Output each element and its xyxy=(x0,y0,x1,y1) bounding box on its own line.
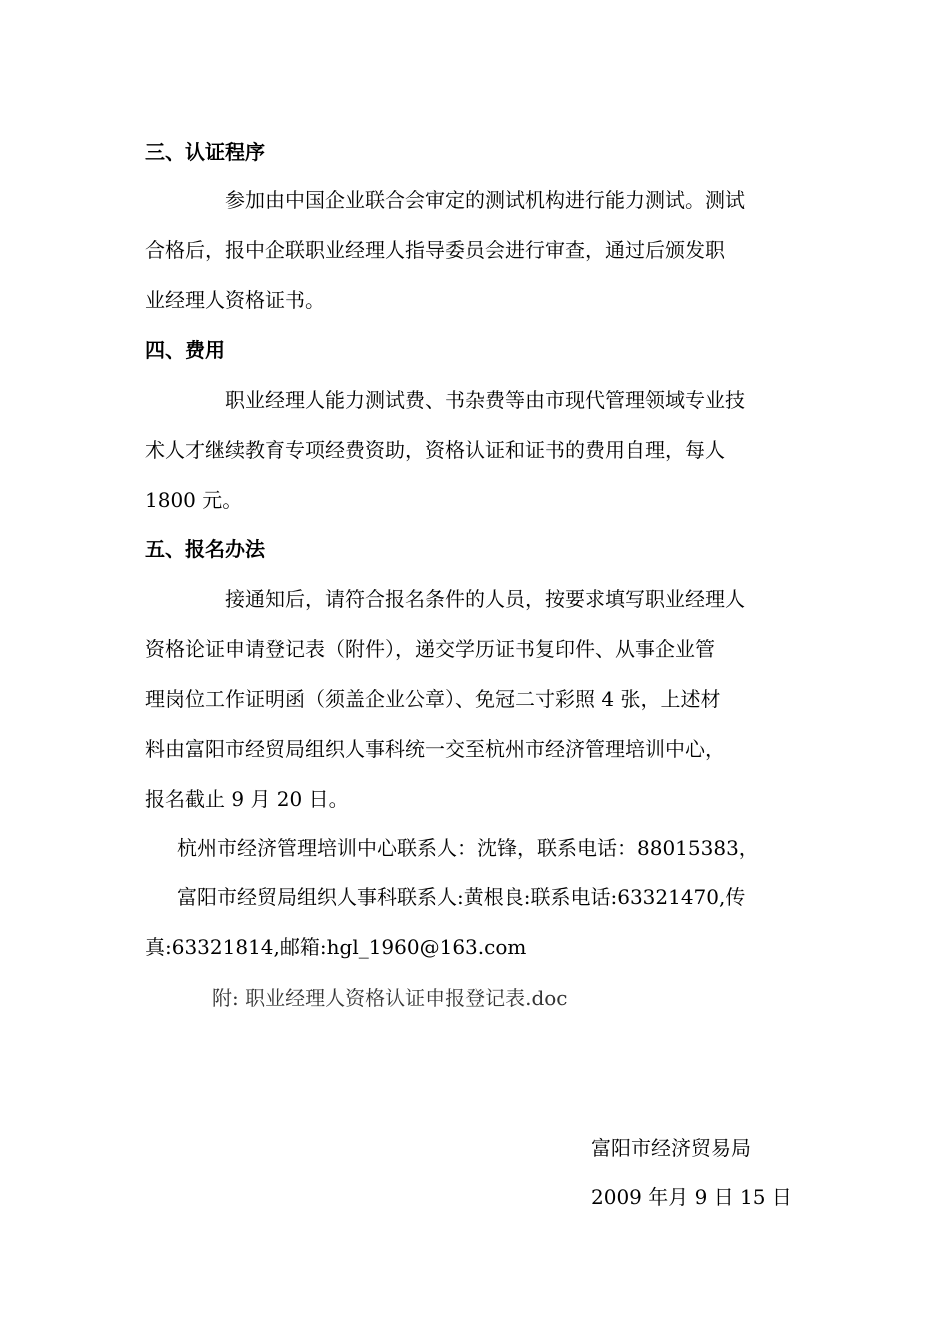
contact-fuyang-line1: 富阳市经贸局组织人事科联系人:黄根良:联系电话:63321470,传 xyxy=(177,885,746,909)
section-heading-certification-procedure: 三、认证程序 xyxy=(145,140,265,164)
paragraph-line: 业经理人资格证书。 xyxy=(145,288,325,312)
section-body-certification-procedure xyxy=(145,175,805,325)
paragraph-line: 1800 元。 xyxy=(145,488,243,512)
section-body-registration xyxy=(145,574,805,824)
section-body-fees xyxy=(145,375,805,525)
signature-organization: 富阳市经济贸易局 xyxy=(591,1136,751,1160)
section-heading-fees: 四、费用 xyxy=(145,338,225,362)
paragraph-line: 料由富阳市经贸局组织人事科统一交至杭州市经济管理培训中心， xyxy=(145,737,725,761)
contact-fuyang-line2: 真:63321814,邮箱:hgl_1960@163.com xyxy=(145,935,527,959)
section-heading-registration: 五、报名办法 xyxy=(145,537,265,561)
paragraph-line: 报名截止 9 月 20 日。 xyxy=(145,787,349,811)
paragraph-line: 职业经理人能力测试费、书杂费等由市现代管理领域专业技 xyxy=(225,388,745,412)
signature-date: 2009 年月 9 日 15 日 xyxy=(591,1185,792,1209)
paragraph-line: 合格后，报中企联职业经理人指导委员会进行审查，通过后颁发职 xyxy=(145,238,725,262)
paragraph-line: 理岗位工作证明函（须盖企业公章）、免冠二寸彩照 4 张，上述材 xyxy=(145,687,721,711)
paragraph-line: 资格论证申请登记表（附件），递交学历证书复印件、从事企业管 xyxy=(145,637,715,661)
contact-hangzhou: 杭州市经济管理培训中心联系人：沈锋，联系电话：88015383， xyxy=(177,836,759,860)
attachment-link[interactable]: 附: 职业经理人资格认证申报登记表.doc xyxy=(212,986,568,1010)
paragraph-line: 参加由中国企业联合会审定的测试机构进行能力测试。测试 xyxy=(225,188,745,212)
paragraph-line: 术人才继续教育专项经费资助，资格认证和证书的费用自理，每人 xyxy=(145,438,725,462)
paragraph-line: 接通知后，请符合报名条件的人员，按要求填写职业经理人 xyxy=(225,587,745,611)
